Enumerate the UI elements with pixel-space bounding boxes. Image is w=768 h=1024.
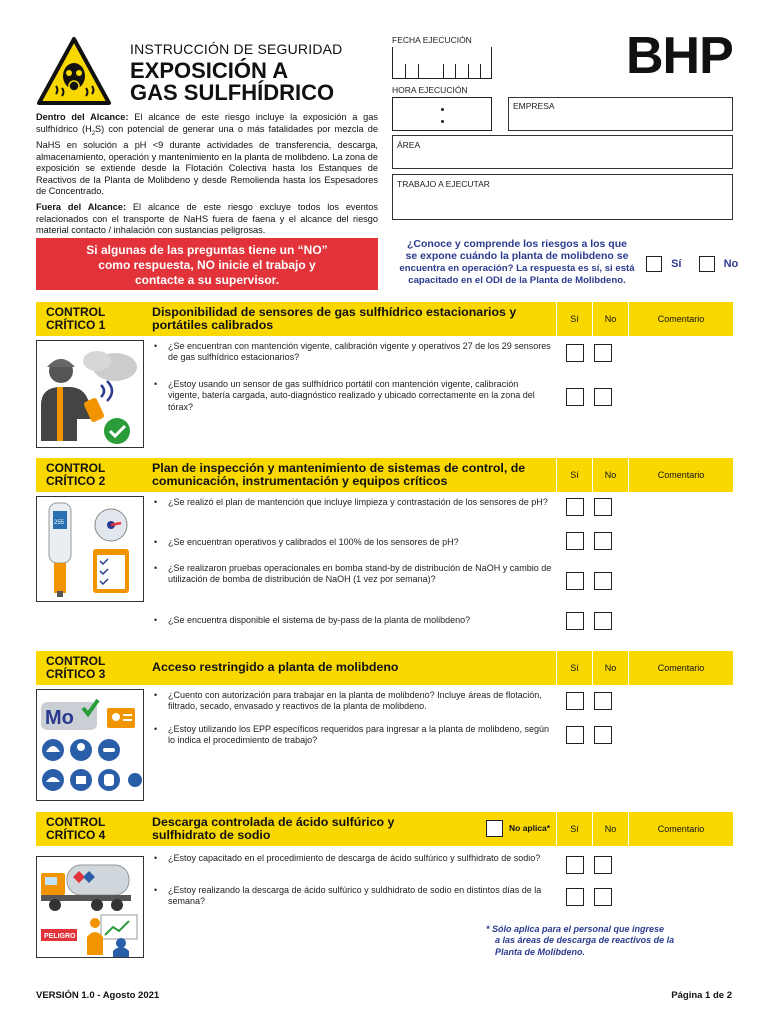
q4-2-no-checkbox[interactable]: [594, 888, 612, 906]
area-label: ÁREA: [397, 140, 421, 150]
scope-outside-label: Fuera del Alcance:: [36, 202, 127, 212]
col-comment: Comentario: [628, 302, 733, 336]
question-4-2: • ¿Estoy realizando la descarga de ácido sulfúrico y suldhidrato de sodio en distintos días de la semana?: [152, 885, 552, 908]
q2-1-yes-checkbox[interactable]: [566, 498, 584, 516]
q4-2-yes-checkbox[interactable]: [566, 888, 584, 906]
bhp-logo: BHP: [626, 27, 733, 85]
no-label: No: [723, 257, 739, 270]
col-no: No: [592, 812, 628, 846]
warning-line-2: como respuesta, NO inicie el trabajo y: [98, 258, 316, 272]
col-comment: Comentario: [628, 812, 733, 846]
label-a: CONTROL: [46, 815, 106, 829]
ph-sensor-illustration: [36, 496, 144, 602]
label-a: CONTROL: [46, 654, 106, 668]
label-b: CRÍTICO 1: [46, 318, 106, 332]
question-line-1: ¿Conoce y comprende los riesgos a los que: [407, 238, 627, 250]
company-field[interactable]: [508, 97, 733, 131]
question-3-1: • ¿Cuento con autorización para trabajar en la planta de molibdeno? Incluye áreas de flotación, filtrado, secado, envasado y reactivos de la planta de molibdeno.: [152, 690, 552, 713]
ppe-icons: [37, 690, 143, 800]
label-a: CONTROL: [46, 305, 106, 319]
scope-inside-text-a: El alcance de este riesgo incluye la exposición a gas sulfhídrico (H: [36, 112, 378, 134]
q1-2-no-checkbox[interactable]: [594, 388, 612, 406]
footnote-line-3: Planta de Molibdeno.: [495, 946, 586, 957]
gas-mask-warning-icon: [36, 36, 112, 106]
page-number: Página 1 de 2: [671, 990, 732, 1001]
question-2-3: • ¿Se realizaron pruebas operacionales en bomba stand-by de distribución de NaOH y cambio de utilización de bomba de distribución de NaOH (1 vez por semana)?: [152, 563, 552, 586]
section-bar-4: [36, 812, 733, 846]
q3-1-no-checkbox[interactable]: [594, 692, 612, 710]
q1-2-yes-checkbox[interactable]: [566, 388, 584, 406]
q2-3-yes-checkbox[interactable]: [566, 572, 584, 590]
scope-inside-text-b: S) con potencial de generar una o más fatalidades por mezcla de NaHS en solución a pH <9 durante actividades de transferencia, descarga, almacenamiento, operación y mantenimiento en la planta de molibdeno. La zona de exposición se extiende desde la Flotación Colectiva hasta los Estanques de Reactivos de la Planta de Molibdeno y desde Remolienda hasta los Espesadores de Concentrado.: [36, 123, 378, 197]
gas-sensor-illustration: [36, 340, 144, 448]
scope-inside-label: Dentro del Alcance:: [36, 112, 129, 122]
scope-outside-text: El alcance de este riesgo excluye todos los eventos relacionados con el transporte de NaHS fuera de faena y el alcance del riesgo material contacto / inhalación con sustancias peligrosas.: [36, 202, 379, 236]
question-1-1: • ¿Se encuentran con mantención vigente, calibración vigente y operativos 27 de los 29 sensores de gas sulfhídrico estacionarios?: [152, 341, 552, 364]
risk-answer: [646, 256, 738, 272]
section-bar-1: [36, 302, 733, 336]
q2-2-yes-checkbox[interactable]: [566, 532, 584, 550]
scope-inside: [36, 112, 378, 198]
yes-label: Sí: [671, 257, 682, 270]
scope-h2-subscript: 2: [91, 130, 96, 137]
col-si: Sí: [556, 651, 592, 685]
col-si: Sí: [556, 458, 592, 492]
col-si: Sí: [556, 812, 592, 846]
warning-line-3: contacte a su supervisor.: [134, 273, 280, 287]
document-subtitle: INSTRUCCIÓN DE SEGURIDAD: [130, 41, 343, 57]
no-checkbox[interactable]: [699, 256, 715, 272]
section-label: [46, 655, 105, 681]
q3-1-yes-checkbox[interactable]: [566, 692, 584, 710]
q2-1-no-checkbox[interactable]: [594, 498, 612, 516]
title-line-2: GAS SULFHÍDRICO: [130, 80, 335, 105]
q1-1-yes-checkbox[interactable]: [566, 344, 584, 362]
risk-question: [392, 238, 642, 288]
section-label: [46, 462, 105, 488]
discharge-illustration: [36, 856, 144, 958]
question-2-2: • ¿Se encuentran operativos y calibrados el 100% de los sensores de pH?: [152, 537, 552, 548]
work-label: TRABAJO A EJECUTAR: [397, 179, 490, 189]
col-no: No: [592, 302, 628, 336]
work-field[interactable]: [392, 174, 733, 220]
not-applies-label: No aplica*: [509, 823, 551, 833]
col-no: No: [592, 458, 628, 492]
section-title: Descarga controlada de ácido sulfúrico y sulfhidrato de sodio: [152, 815, 395, 843]
question-line-3: encuentra en operación? La respuesta es sí, si está: [399, 262, 635, 274]
title-line-1: EXPOSICIÓN A: [130, 58, 289, 83]
section-label: [46, 816, 105, 842]
ph-reading: 255: [54, 520, 65, 526]
label-b: CRÍTICO 3: [46, 667, 106, 681]
question-2-1: • ¿Se realizó el plan de mantención que incluye limpieza y contrastación de los sensores de pH?: [152, 497, 552, 508]
col-comment: Comentario: [628, 458, 733, 492]
footnote-line-2: a las áreas de descarga de reactivos de la: [495, 935, 675, 946]
worker-sensor-icon: [37, 341, 143, 447]
q4-1-yes-checkbox[interactable]: [566, 856, 584, 874]
q3-2-yes-checkbox[interactable]: [566, 726, 584, 744]
not-applies-checkbox[interactable]: [486, 820, 503, 837]
col-no: No: [592, 651, 628, 685]
document-title: [130, 60, 390, 104]
question-2-4: • ¿Se encuentra disponible el sistema de by-pass de la planta de molibdeno?: [152, 615, 552, 626]
col-si: Sí: [556, 302, 592, 336]
date-label: FECHA EJECUCIÓN: [392, 35, 472, 45]
scope-outside: [36, 202, 378, 237]
q4-1-no-checkbox[interactable]: [594, 856, 612, 874]
question-3-2: • ¿Estoy utilizando los EPP específicos requeridos para ingresar a la planta de molibdeno, según lo indica el procedimiento de trabajo?: [152, 724, 552, 747]
yes-checkbox[interactable]: [646, 256, 662, 272]
date-field[interactable]: [392, 47, 492, 79]
section-label: [46, 306, 105, 332]
section-title: Acceso restringido a planta de molibdeno: [152, 660, 399, 674]
q3-2-no-checkbox[interactable]: [594, 726, 612, 744]
section-title: Plan de inspección y mantenimiento de sistemas de control, de comunicación, instrumentación y equipos críticos: [152, 461, 526, 489]
label-b: CRÍTICO 4: [46, 828, 106, 842]
q2-4-no-checkbox[interactable]: [594, 612, 612, 630]
section-title: Disponibilidad de sensores de gas sulfhídrico estacionarios y portátiles calibrados: [152, 305, 517, 333]
footnote-line-1: * Sólo aplica para el personal que ingrese: [486, 924, 665, 934]
q1-1-no-checkbox[interactable]: [594, 344, 612, 362]
q2-4-yes-checkbox[interactable]: [566, 612, 584, 630]
q2-3-no-checkbox[interactable]: [594, 572, 612, 590]
ph-meter-icon: [37, 497, 143, 601]
version-label: VERSIÓN 1.0 - Agosto 2021: [36, 990, 160, 1001]
stop-warning: [36, 238, 378, 290]
mo-label: Mo: [45, 707, 74, 729]
label-a: CONTROL: [46, 461, 106, 475]
footnote: [486, 924, 726, 958]
access-illustration: [36, 689, 144, 801]
section-bar-3: [36, 651, 733, 685]
tanker-truck-icon: [37, 857, 143, 957]
question-line-2: se expone cuándo la planta de molibdeno se: [405, 250, 629, 263]
q2-2-no-checkbox[interactable]: [594, 532, 612, 550]
warning-line-1: Si algunas de las preguntas tiene un “NO”: [86, 243, 328, 257]
question-4-1: • ¿Estoy capacitado en el procedimiento de descarga de ácido sulfúrico y sulfhidrato de sodio?: [152, 853, 552, 864]
area-field[interactable]: [392, 135, 733, 169]
label-b: CRÍTICO 2: [46, 474, 106, 488]
time-field[interactable]: [392, 97, 492, 131]
time-label: HORA EJECUCIÓN: [392, 85, 468, 95]
company-label: EMPRESA: [513, 101, 555, 111]
section-bar-2: [36, 458, 733, 492]
question-1-2: • ¿Estoy usando un sensor de gas sulfhídrico portátil con mantención vigente, calibración vigente, batería cargada, auto-diagnóstico realizado y ubicado correctamente en la zona del tórax?: [152, 379, 552, 413]
danger-sign: PELIGRO: [44, 933, 76, 940]
question-line-4: capacitado en el ODI de la Planta de Molibdeno.: [408, 275, 626, 287]
col-comment: Comentario: [628, 651, 733, 685]
